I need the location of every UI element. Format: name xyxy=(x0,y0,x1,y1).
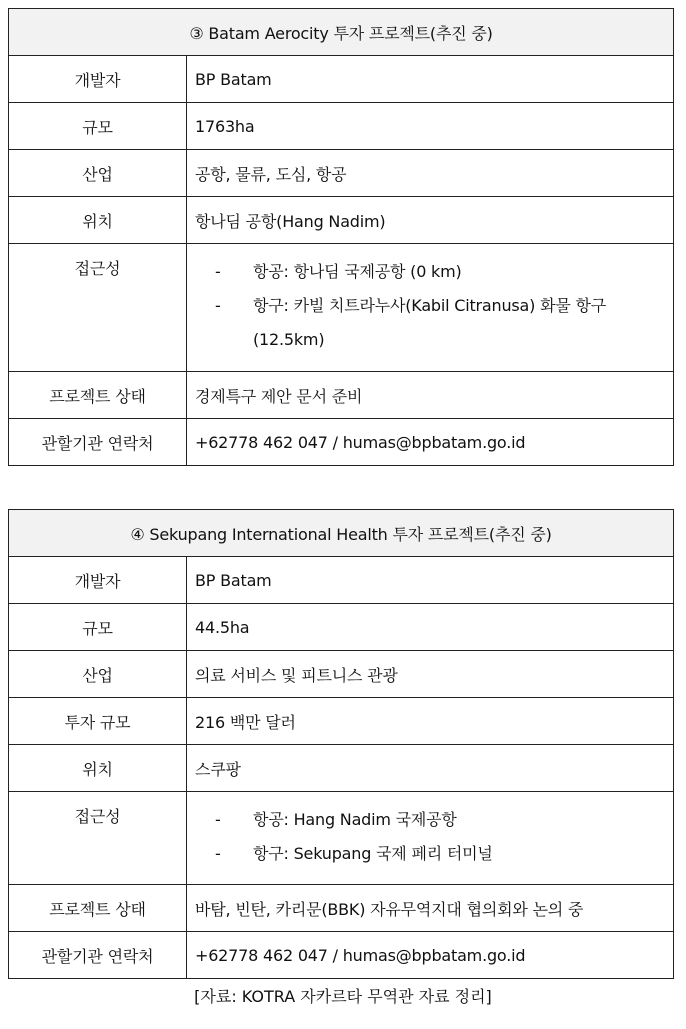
row-value-scale: 44.5ha xyxy=(187,604,674,651)
row-label-contact: 관할기관 연락처 xyxy=(9,419,187,466)
row-label-industry: 산업 xyxy=(9,651,187,698)
row-value-investment: 216 백만 달러 xyxy=(187,698,674,745)
project-table-sekupang xyxy=(8,509,674,979)
row-label-scale: 규모 xyxy=(9,103,187,150)
row-value-status: 바탐, 빈탄, 카리문(BBK) 자유무역지대 협의회와 논의 중 xyxy=(187,885,674,932)
row-label-industry: 산업 xyxy=(9,150,187,197)
table-row xyxy=(9,651,674,698)
row-value-scale: 1763ha xyxy=(187,103,674,150)
access-list xyxy=(215,255,665,357)
list-item xyxy=(215,803,665,837)
project-table-aerocity xyxy=(8,8,674,466)
row-value-status: 경제특구 제안 문서 준비 xyxy=(187,372,674,419)
row-label-status: 프로젝트 상태 xyxy=(9,372,187,419)
table-row xyxy=(9,745,674,792)
access-item-text: 항공: Hang Nadim 국제공항 xyxy=(253,810,457,829)
list-dash: - xyxy=(215,262,221,281)
access-item-text: 항구: 카빌 치트라누사(Kabil Citranusa) 화물 항구(12.5km) xyxy=(253,296,606,349)
row-label-scale: 규모 xyxy=(9,604,187,651)
table-row xyxy=(9,885,674,932)
list-dash: - xyxy=(215,296,221,315)
row-label-status: 프로젝트 상태 xyxy=(9,885,187,932)
row-value-access xyxy=(187,244,674,372)
table-row xyxy=(9,56,674,103)
row-value-industry: 공항, 물류, 도심, 항공 xyxy=(187,150,674,197)
list-dash: - xyxy=(215,810,221,829)
row-value-location: 항나딤 공항(Hang Nadim) xyxy=(187,197,674,244)
table-row xyxy=(9,557,674,604)
row-label-location: 위치 xyxy=(9,745,187,792)
list-item xyxy=(215,255,665,289)
table-title-row xyxy=(9,9,674,56)
list-item xyxy=(215,837,665,871)
row-label-developer: 개발자 xyxy=(9,557,187,604)
row-value-contact: +62778 462 047 / humas@bpbatam.go.id xyxy=(187,932,674,979)
row-value-access xyxy=(187,792,674,885)
list-dash: - xyxy=(215,844,221,863)
access-item-text: 항공: 항나딤 국제공항 (0 km) xyxy=(253,262,462,281)
table-row xyxy=(9,932,674,979)
table-row xyxy=(9,197,674,244)
table-title: ④ Sekupang International Health 투자 프로젝트(추진 중) xyxy=(9,510,674,557)
table-row-access xyxy=(9,244,674,372)
row-label-investment: 투자 규모 xyxy=(9,698,187,745)
access-list xyxy=(215,803,665,871)
table-row xyxy=(9,419,674,466)
source-caption: [자료: KOTRA 자카르타 무역관 자료 정리] xyxy=(194,987,492,1006)
table-row xyxy=(9,698,674,745)
table-title-row xyxy=(9,510,674,557)
row-label-contact: 관할기관 연락처 xyxy=(9,932,187,979)
row-value-developer: BP Batam xyxy=(187,557,674,604)
table-row xyxy=(9,604,674,651)
access-item-text: 항구: Sekupang 국제 페리 터미널 xyxy=(253,844,493,863)
row-label-access: 접근성 xyxy=(9,792,187,885)
row-value-contact: +62778 462 047 / humas@bpbatam.go.id xyxy=(187,419,674,466)
table-row xyxy=(9,372,674,419)
table-row-access xyxy=(9,792,674,885)
row-label-location: 위치 xyxy=(9,197,187,244)
row-label-developer: 개발자 xyxy=(9,56,187,103)
row-value-developer: BP Batam xyxy=(187,56,674,103)
table-row xyxy=(9,150,674,197)
list-item xyxy=(215,289,665,357)
row-label-access: 접근성 xyxy=(9,244,187,372)
table-title: ③ Batam Aerocity 투자 프로젝트(추진 중) xyxy=(9,9,674,56)
row-value-location: 스쿠팡 xyxy=(187,745,674,792)
row-value-industry: 의료 서비스 및 피트니스 관광 xyxy=(187,651,674,698)
table-row xyxy=(9,103,674,150)
